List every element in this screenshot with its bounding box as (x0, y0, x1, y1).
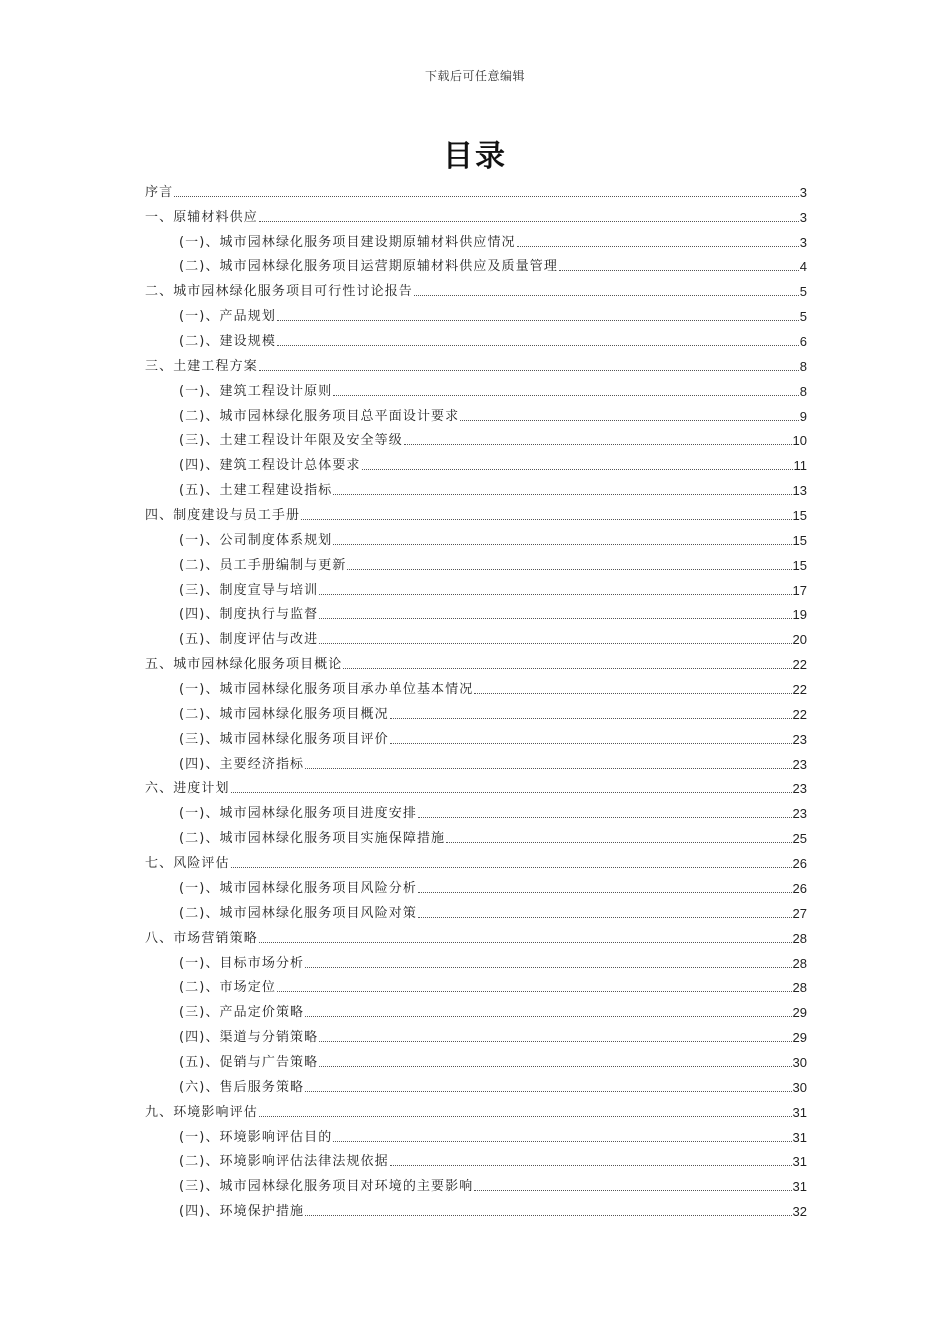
toc-section-entry[interactable] (145, 822, 807, 847)
toc-entry-title: (三)、土建工程设计年限及安全等级 (179, 433, 403, 449)
toc-section-entry[interactable] (145, 1021, 807, 1046)
toc-section-entry[interactable] (145, 549, 807, 574)
toc-dot-leader (347, 569, 791, 570)
toc-entry-title: (六)、售后服务策略 (179, 1079, 305, 1095)
toc-dot-leader (259, 942, 792, 943)
toc-page-number: 17 (792, 582, 807, 598)
toc-page-number: 15 (792, 557, 807, 573)
toc-entry-title: (一)、城市园林绿化服务项目建设期原辅材料供应情况 (179, 234, 516, 250)
toc-entry-title: (五)、土建工程建设指标 (179, 483, 333, 499)
toc-entry-title: 序言 (145, 184, 174, 200)
toc-page-number: 22 (792, 706, 807, 722)
toc-page-number: 3 (799, 234, 807, 250)
toc-dot-leader (319, 1041, 791, 1042)
toc-chapter-entry[interactable] (145, 1096, 807, 1121)
toc-entry-title: (二)、建设规模 (179, 334, 276, 350)
toc-page-number: 28 (792, 955, 807, 971)
toc-page-number: 11 (793, 458, 807, 474)
toc-dot-leader (319, 618, 791, 619)
toc-section-entry[interactable] (145, 1121, 807, 1146)
toc-page-number: 8 (799, 358, 807, 374)
toc-dot-leader (319, 594, 791, 595)
toc-dot-leader (305, 1091, 791, 1092)
toc-section-entry[interactable] (145, 897, 807, 922)
toc-page-number: 6 (799, 334, 807, 350)
toc-entry-title: (一)、环境影响评估目的 (179, 1129, 333, 1145)
toc-page-number: 28 (792, 980, 807, 996)
toc-entry-title: 二、城市园林绿化服务项目可行性讨论报告 (145, 284, 413, 300)
toc-chapter-entry[interactable] (145, 648, 807, 673)
toc-page-number: 20 (792, 632, 807, 648)
toc-chapter-entry[interactable] (145, 847, 807, 872)
toc-page-number: 29 (792, 1005, 807, 1021)
table-of-contents (145, 176, 807, 1220)
toc-section-entry[interactable] (145, 723, 807, 748)
toc-entry-title: (四)、渠道与分销策略 (179, 1030, 319, 1046)
toc-dot-leader (231, 867, 792, 868)
toc-section-entry[interactable] (145, 673, 807, 698)
toc-entry-title: (一)、公司制度体系规划 (179, 532, 333, 548)
toc-section-entry[interactable] (145, 425, 807, 450)
toc-section-entry[interactable] (145, 947, 807, 972)
toc-entry-title: (五)、促销与广告策略 (179, 1054, 319, 1070)
toc-section-entry[interactable] (145, 748, 807, 773)
toc-dot-leader (446, 842, 791, 843)
toc-page-number: 23 (792, 781, 807, 797)
toc-entry-title: (一)、城市园林绿化服务项目风险分析 (179, 880, 417, 896)
toc-section-entry[interactable] (145, 375, 807, 400)
toc-dot-leader (460, 420, 799, 421)
toc-section-entry[interactable] (145, 325, 807, 350)
toc-section-entry[interactable] (145, 972, 807, 997)
toc-entry-title: (一)、建筑工程设计原则 (179, 383, 333, 399)
toc-page-number: 26 (792, 856, 807, 872)
toc-page-number: 25 (792, 831, 807, 847)
toc-section-entry[interactable] (145, 251, 807, 276)
toc-entry-title: (二)、城市园林绿化服务项目实施保障措施 (179, 831, 446, 847)
toc-entry-title: (二)、环境影响评估法律法规依据 (179, 1154, 389, 1170)
toc-page-number: 22 (792, 657, 807, 673)
toc-section-entry[interactable] (145, 1071, 807, 1096)
toc-dot-leader (418, 817, 792, 818)
toc-page-number: 19 (792, 607, 807, 623)
toc-entry-title: 三、土建工程方案 (145, 358, 258, 374)
toc-page-number: 31 (792, 1129, 807, 1145)
toc-entry-title: (一)、目标市场分析 (179, 955, 305, 971)
toc-page-number: 27 (792, 905, 807, 921)
toc-chapter-entry[interactable] (145, 176, 807, 201)
toc-section-entry[interactable] (145, 698, 807, 723)
toc-section-entry[interactable] (145, 1170, 807, 1195)
toc-page-number: 5 (799, 284, 807, 300)
toc-section-entry[interactable] (145, 474, 807, 499)
toc-page-number: 31 (792, 1104, 807, 1120)
toc-dot-leader (259, 370, 799, 371)
toc-dot-leader (277, 320, 799, 321)
toc-chapter-entry[interactable] (145, 350, 807, 375)
toc-entry-title: (三)、城市园林绿化服务项目对环境的主要影响 (179, 1179, 474, 1195)
toc-entry-title: (四)、环境保护措施 (179, 1204, 305, 1220)
toc-section-entry[interactable] (145, 623, 807, 648)
toc-dot-leader (390, 1165, 792, 1166)
toc-entry-title: 五、城市园林绿化服务项目概论 (145, 657, 343, 673)
toc-page-number: 8 (799, 383, 807, 399)
toc-page-number: 13 (792, 483, 807, 499)
toc-dot-leader (305, 1215, 791, 1216)
toc-chapter-entry[interactable] (145, 201, 807, 226)
toc-dot-leader (333, 395, 798, 396)
toc-section-entry[interactable] (145, 449, 807, 474)
toc-page-number: 26 (792, 880, 807, 896)
toc-section-entry[interactable] (145, 1195, 807, 1220)
toc-dot-leader (390, 718, 792, 719)
toc-section-entry[interactable] (145, 1146, 807, 1171)
toc-chapter-entry[interactable] (145, 773, 807, 798)
toc-dot-leader (404, 444, 792, 445)
toc-page-number: 3 (799, 209, 807, 225)
toc-entry-title: (二)、城市园林绿化服务项目运营期原辅材料供应及质量管理 (179, 259, 558, 275)
toc-entry-title: 六、进度计划 (145, 781, 230, 797)
toc-page-number: 31 (792, 1154, 807, 1170)
toc-chapter-entry[interactable] (145, 275, 807, 300)
toc-entry-title: (四)、建筑工程设计总体要求 (179, 458, 361, 474)
toc-entry-title: 九、环境影响评估 (145, 1104, 258, 1120)
toc-entry-title: 七、风险评估 (145, 856, 230, 872)
toc-section-entry[interactable] (145, 996, 807, 1021)
toc-section-entry[interactable] (145, 226, 807, 251)
toc-dot-leader (259, 1116, 792, 1117)
toc-entry-title: (二)、市场定位 (179, 980, 276, 996)
toc-page-number: 10 (792, 433, 807, 449)
toc-section-entry[interactable] (145, 574, 807, 599)
toc-page-number: 15 (792, 532, 807, 548)
toc-entry-title: (四)、制度执行与监督 (179, 607, 319, 623)
toc-dot-leader (231, 792, 792, 793)
toc-chapter-entry[interactable] (145, 499, 807, 524)
toc-dot-leader (305, 967, 791, 968)
toc-entry-title: (二)、城市园林绿化服务项目概况 (179, 706, 389, 722)
toc-dot-leader (277, 991, 792, 992)
toc-section-entry[interactable] (145, 1046, 807, 1071)
toc-dot-leader (333, 494, 791, 495)
toc-dot-leader (301, 519, 791, 520)
toc-entry-title: (一)、城市园林绿化服务项目进度安排 (179, 806, 417, 822)
toc-page-number: 3 (799, 184, 807, 200)
toc-page-number: 23 (792, 756, 807, 772)
toc-entry-title: (一)、城市园林绿化服务项目承办单位基本情况 (179, 682, 474, 698)
toc-entry-title: (二)、城市园林绿化服务项目风险对策 (179, 905, 417, 921)
toc-entry-title: (三)、制度宣导与培训 (179, 582, 319, 598)
toc-section-entry[interactable] (145, 872, 807, 897)
toc-title: 目录 (443, 139, 507, 174)
toc-entry-title: (三)、城市园林绿化服务项目评价 (179, 731, 389, 747)
toc-page-number: 5 (799, 309, 807, 325)
toc-page-number: 32 (792, 1204, 807, 1220)
toc-entry-title: (二)、城市园林绿化服务项目总平面设计要求 (179, 408, 460, 424)
toc-page-number: 15 (792, 508, 807, 524)
toc-dot-leader (333, 544, 791, 545)
toc-dot-leader (390, 743, 792, 744)
toc-section-entry[interactable] (145, 300, 807, 325)
toc-dot-leader (418, 892, 792, 893)
toc-dot-leader (517, 246, 799, 247)
toc-entry-title: (五)、制度评估与改进 (179, 632, 319, 648)
toc-dot-leader (474, 693, 791, 694)
toc-entry-title: 八、市场营销策略 (145, 930, 258, 946)
toc-page-number: 30 (792, 1079, 807, 1095)
toc-dot-leader (559, 270, 799, 271)
toc-entry-title: 一、原辅材料供应 (145, 209, 258, 225)
toc-dot-leader (474, 1190, 791, 1191)
toc-dot-leader (277, 345, 799, 346)
toc-dot-leader (259, 221, 799, 222)
toc-section-entry[interactable] (145, 599, 807, 624)
toc-dot-leader (414, 295, 799, 296)
toc-entry-title: (一)、产品规划 (179, 309, 276, 325)
toc-dot-leader (319, 1066, 791, 1067)
toc-dot-leader (305, 768, 791, 769)
toc-section-entry[interactable] (145, 400, 807, 425)
toc-page-number: 23 (792, 806, 807, 822)
toc-section-entry[interactable] (145, 797, 807, 822)
toc-section-entry[interactable] (145, 524, 807, 549)
toc-dot-leader (343, 668, 791, 669)
toc-entry-title: 四、制度建设与员工手册 (145, 508, 301, 524)
toc-dot-leader (418, 917, 792, 918)
toc-dot-leader (174, 196, 799, 197)
toc-page-number: 31 (792, 1179, 807, 1195)
toc-dot-leader (333, 1141, 791, 1142)
page-header-note: 下载后可任意编辑 (424, 69, 525, 83)
toc-page-number: 9 (799, 408, 807, 424)
toc-page-number: 4 (799, 259, 807, 275)
toc-page-number: 30 (792, 1054, 807, 1070)
toc-chapter-entry[interactable] (145, 922, 807, 947)
toc-entry-title: (四)、主要经济指标 (179, 756, 305, 772)
toc-dot-leader (362, 469, 793, 470)
toc-entry-title: (二)、员工手册编制与更新 (179, 557, 347, 573)
toc-page-number: 29 (792, 1030, 807, 1046)
toc-page-number: 23 (792, 731, 807, 747)
toc-page-number: 28 (792, 930, 807, 946)
toc-entry-title: (三)、产品定价策略 (179, 1005, 305, 1021)
toc-dot-leader (319, 643, 791, 644)
toc-dot-leader (305, 1016, 791, 1017)
toc-page-number: 22 (792, 682, 807, 698)
